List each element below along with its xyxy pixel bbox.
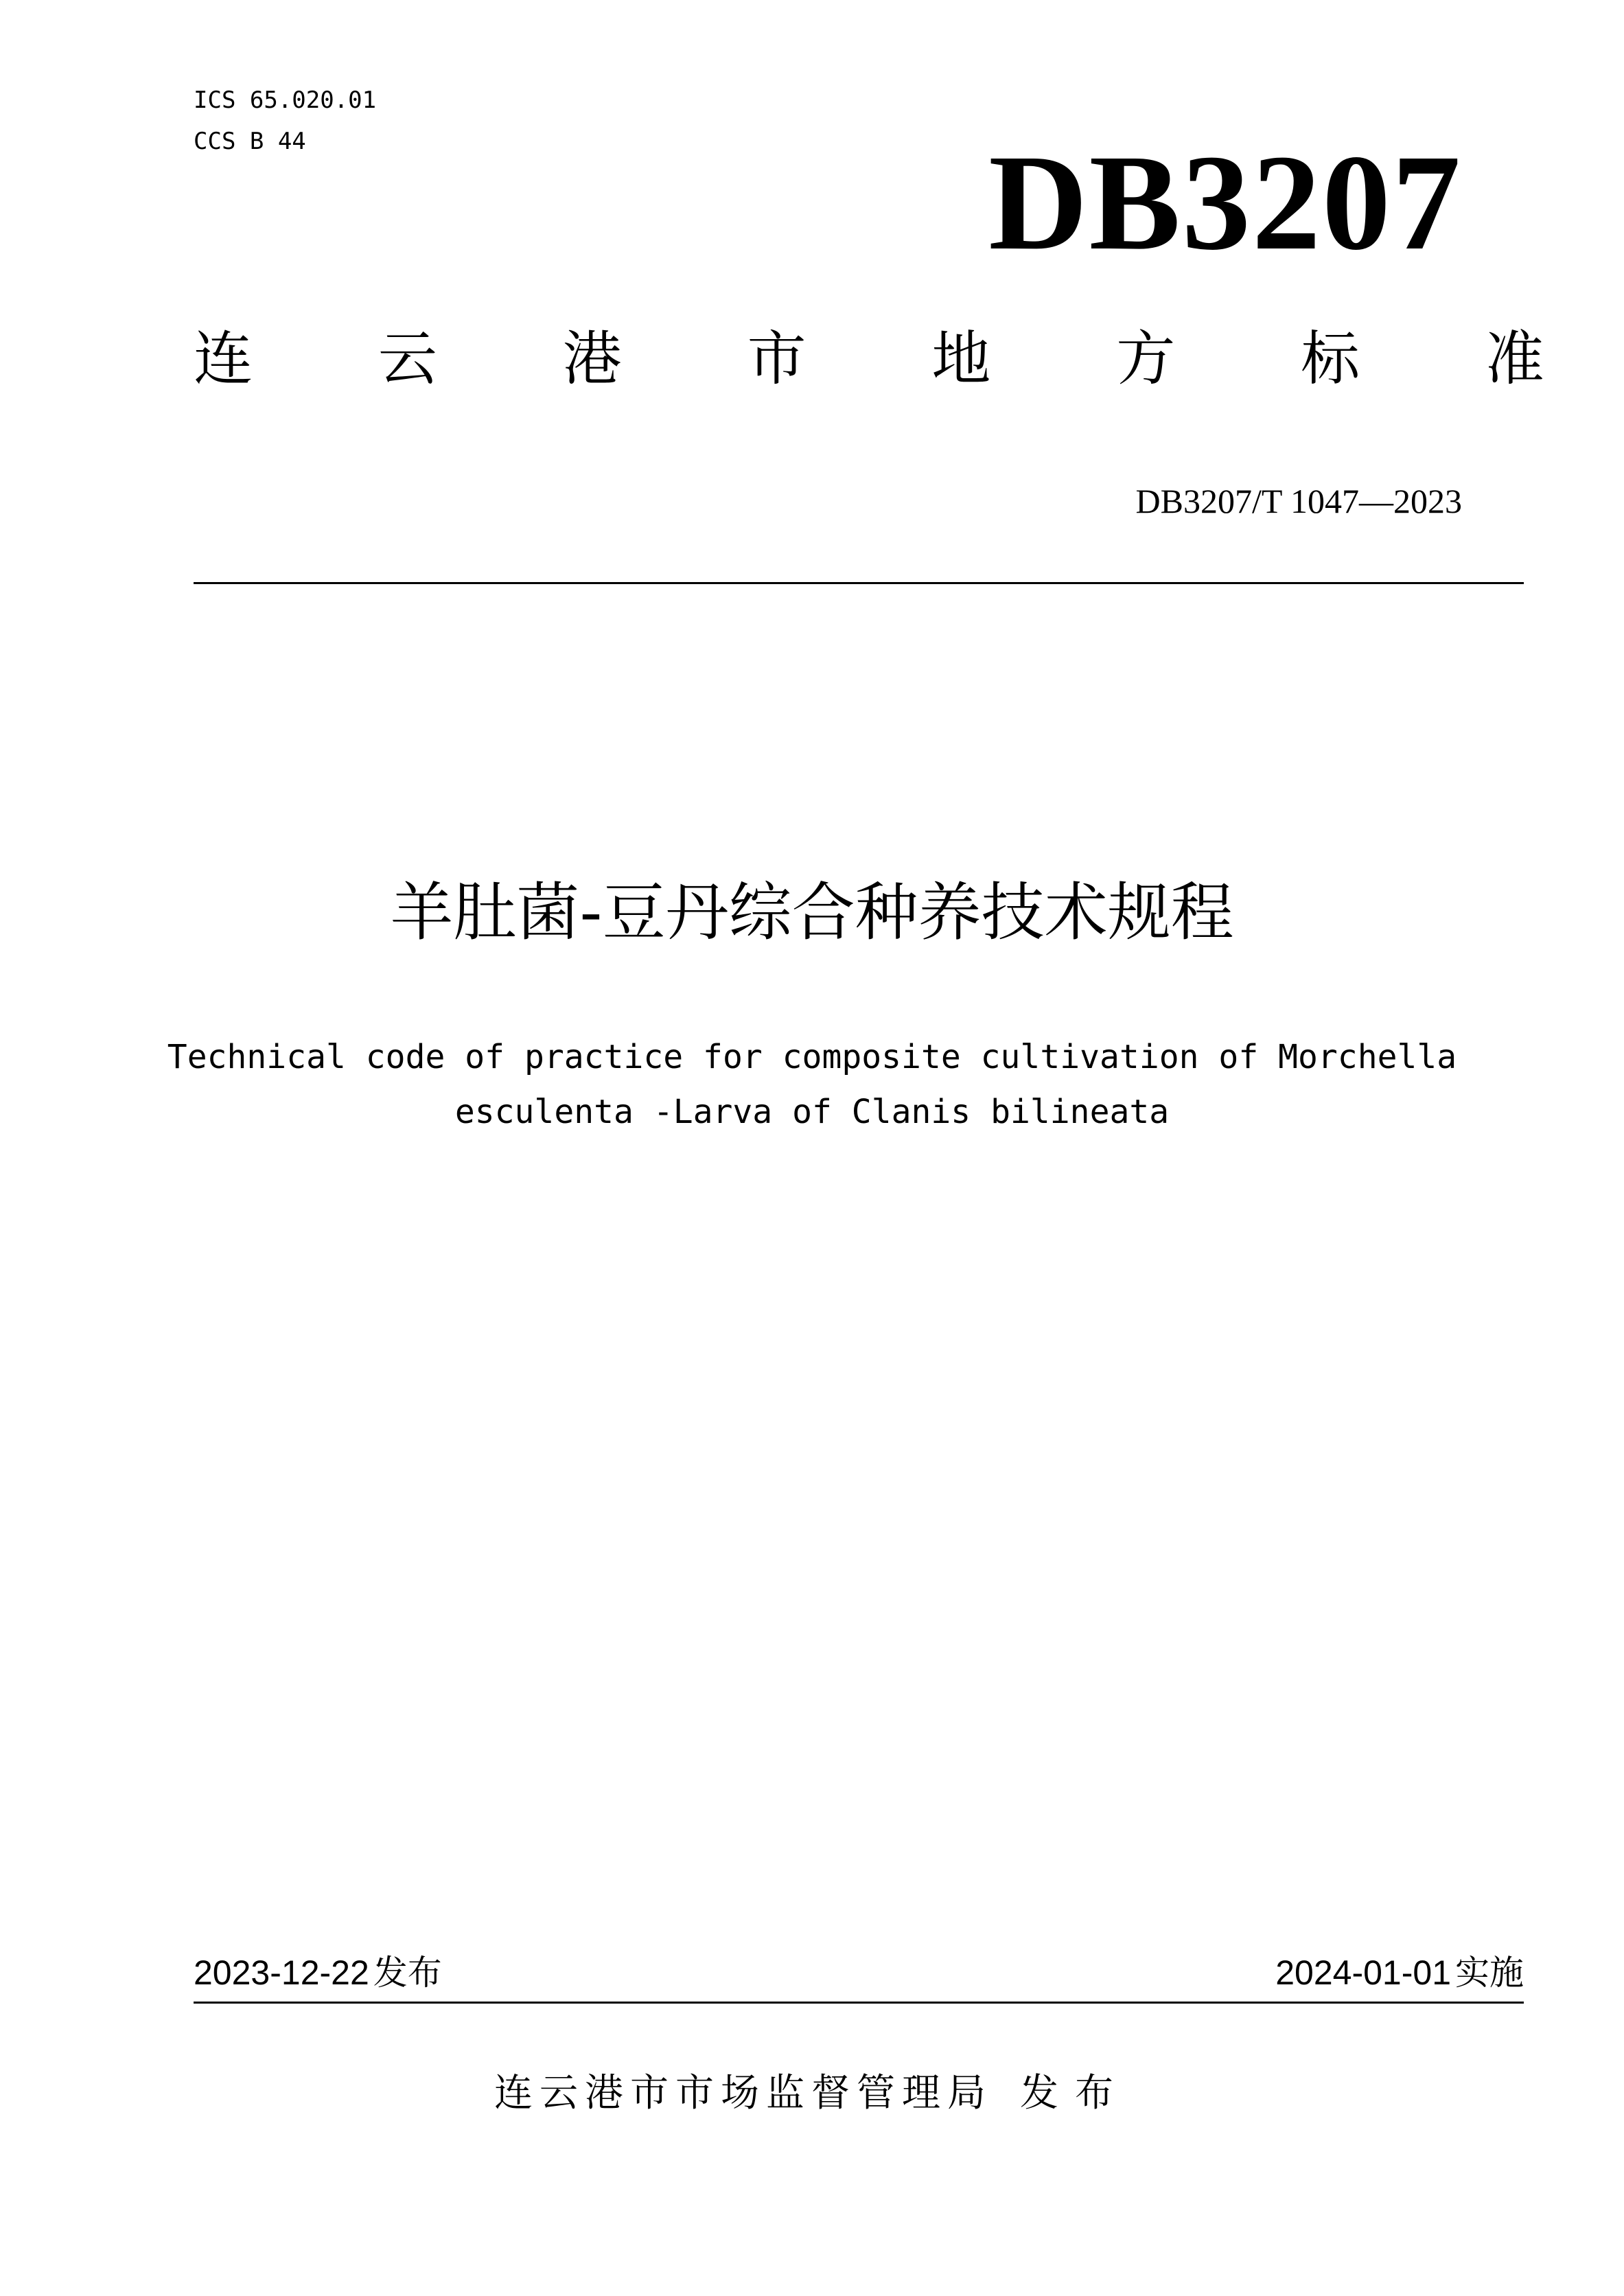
standard-type-char: 标 bbox=[1301, 325, 1360, 393]
footer-divider bbox=[194, 2002, 1524, 2004]
implementation-label: 实施 bbox=[1455, 1953, 1524, 1993]
standard-type-char: 连 bbox=[194, 325, 253, 393]
standard-type-char: 港 bbox=[562, 325, 622, 393]
issue-date-line bbox=[194, 1951, 442, 1995]
standard-type-char: 准 bbox=[1485, 325, 1544, 393]
issue-date: 2023-12-22 bbox=[194, 1953, 369, 1992]
header-divider bbox=[194, 582, 1524, 584]
title-english-line: esculenta -Larva of Clanis bilineata bbox=[454, 1093, 1170, 1131]
ics-code: ICS 65.020.01 bbox=[194, 86, 377, 114]
publisher bbox=[0, 2066, 1624, 2121]
standard-type-char: 云 bbox=[378, 325, 437, 393]
standard-type bbox=[194, 321, 1544, 397]
standard-type-char: 地 bbox=[931, 325, 991, 393]
implementation-date-line bbox=[1275, 1951, 1524, 1995]
standard-type-char: 市 bbox=[747, 325, 807, 393]
ccs-code: CCS B 44 bbox=[194, 128, 306, 155]
title-chinese: 羊肚菌-豆丹综合种养技术规程 bbox=[390, 876, 1234, 949]
publisher-action: 发布 bbox=[1020, 2071, 1130, 2115]
title-english bbox=[137, 1030, 1487, 1139]
issue-label: 发布 bbox=[373, 1953, 442, 1993]
standard-code: DB3207 bbox=[988, 127, 1462, 279]
title-english-line: Technical code of practice for composite cultivation of Morchella bbox=[167, 1038, 1457, 1076]
standard-number: DB3207/T 1047—2023 bbox=[1135, 482, 1462, 520]
implementation-date: 2024-01-01 bbox=[1275, 1953, 1451, 1992]
publisher-name: 连云港市市场监督管理局 bbox=[494, 2071, 993, 2115]
standard-type-char: 方 bbox=[1116, 325, 1176, 393]
